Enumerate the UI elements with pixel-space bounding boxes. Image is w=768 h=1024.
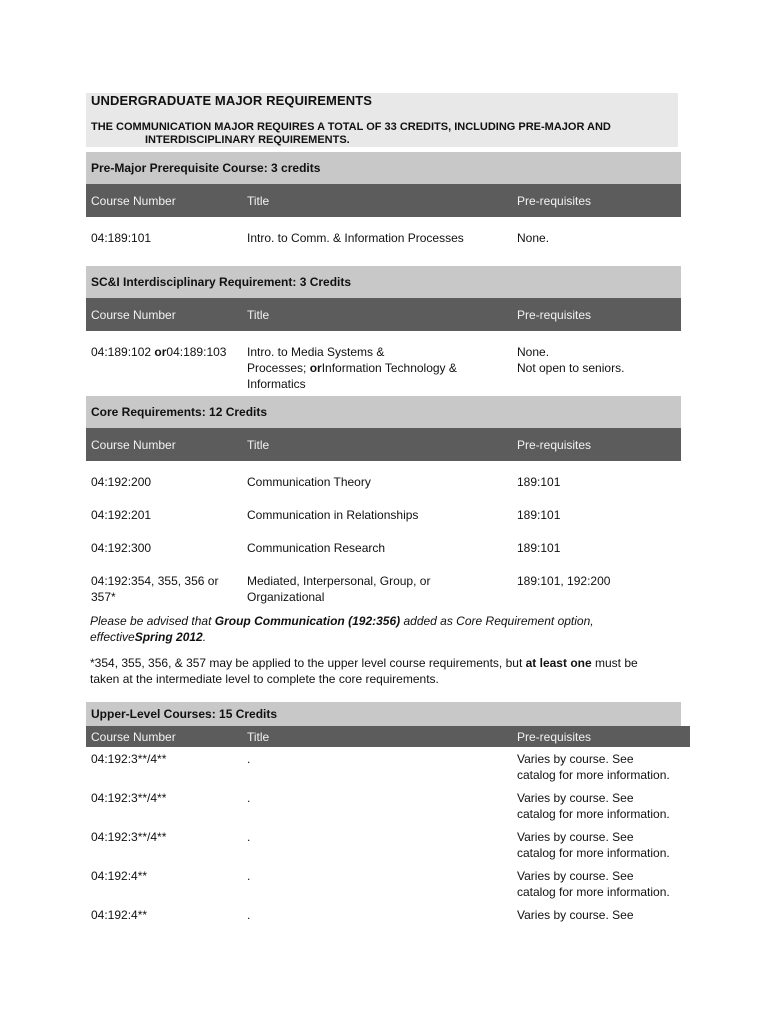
column-header-prereq: Pre-requisites bbox=[517, 307, 592, 322]
advisory-emphasis: Group Communication (192:356) bbox=[214, 614, 401, 628]
course-prereq bbox=[517, 790, 670, 822]
footnote-emphasis: at least one bbox=[525, 656, 592, 670]
course-title: Communication in Relationships bbox=[247, 508, 419, 522]
advisory-text: added as Core Requirement option, bbox=[400, 614, 594, 628]
page-subtitle bbox=[91, 121, 651, 147]
table-header-row bbox=[86, 428, 681, 461]
course-number: 04:192:4** bbox=[91, 869, 148, 883]
table-row bbox=[86, 907, 681, 925]
title-line-1: Mediated, Interpersonal, Group, or bbox=[247, 574, 431, 588]
course-title bbox=[247, 573, 430, 605]
footnote-text: taken at the intermediate level to complete the core requirements. bbox=[90, 672, 439, 686]
course-number-b: 04:189:103 bbox=[166, 345, 227, 359]
column-header-title: Title bbox=[247, 437, 270, 452]
course-number-line-1: 04:192:354, 355, 356 or bbox=[91, 574, 219, 588]
course-title: Communication Theory bbox=[247, 475, 371, 489]
prereq-line-2: catalog for more information. bbox=[517, 885, 670, 899]
prereq-line-1: Varies by course. See bbox=[517, 791, 634, 805]
advisory-text: Please be advised that bbox=[90, 614, 215, 628]
course-number bbox=[91, 344, 226, 360]
course-number: 04:192:201 bbox=[91, 508, 152, 522]
course-number: 04:192:4** bbox=[91, 908, 148, 922]
prereq-line-2: catalog for more information. bbox=[517, 807, 670, 821]
prereq-line-2: catalog for more information. bbox=[517, 846, 670, 860]
or-label: or bbox=[309, 361, 322, 375]
course-title: Intro. to Comm. & Information Processes bbox=[247, 231, 464, 245]
column-header-course-number: Course Number bbox=[91, 729, 176, 744]
column-header-prereq: Pre-requisites bbox=[517, 437, 592, 452]
table-header-row bbox=[86, 726, 690, 747]
table-row bbox=[86, 540, 681, 558]
advisory-note bbox=[90, 613, 670, 645]
column-header-title: Title bbox=[247, 193, 270, 208]
course-number-line-2: 357* bbox=[91, 590, 116, 604]
table-row bbox=[86, 573, 681, 605]
title-line-2: Organizational bbox=[247, 590, 325, 604]
course-number: 04:189:101 bbox=[91, 231, 152, 245]
table-row bbox=[86, 474, 681, 492]
or-label: or bbox=[154, 345, 167, 359]
subtitle-line-2: INTERDISCIPLINARY REQUIREMENTS. bbox=[145, 134, 350, 146]
course-prereq bbox=[517, 344, 624, 376]
course-title: . bbox=[247, 830, 251, 844]
title-line-1: Intro. to Media Systems & bbox=[247, 345, 385, 359]
prereq-line-1: None. bbox=[517, 345, 550, 359]
column-header-course-number: Course Number bbox=[91, 193, 176, 208]
advisory-text: . bbox=[202, 630, 207, 644]
course-prereq: 189:101, 192:200 bbox=[517, 574, 611, 588]
course-number: 04:192:300 bbox=[91, 541, 152, 555]
course-prereq: None. bbox=[517, 231, 550, 245]
prereq-line-1: Varies by course. See bbox=[517, 869, 634, 883]
column-header-course-number: Course Number bbox=[91, 307, 176, 322]
course-prereq bbox=[517, 829, 670, 861]
table-row bbox=[86, 868, 681, 902]
prereq-line-1: Varies by course. See bbox=[517, 908, 634, 922]
course-title: Communication Research bbox=[247, 541, 386, 555]
column-header-prereq: Pre-requisites bbox=[517, 193, 592, 208]
course-prereq: 189:101 bbox=[517, 475, 561, 489]
course-title: . bbox=[247, 869, 251, 883]
table-row bbox=[86, 230, 681, 248]
course-number bbox=[91, 573, 218, 605]
title-line-2a: Processes; bbox=[247, 361, 310, 375]
column-header-prereq: Pre-requisites bbox=[517, 729, 592, 744]
table-row bbox=[86, 344, 681, 392]
course-title: . bbox=[247, 752, 251, 766]
section-heading-interdisciplinary: SC&I Interdisciplinary Requirement: 3 Credits bbox=[86, 266, 681, 298]
prereq-line-2: Not open to seniors. bbox=[517, 361, 625, 375]
course-prereq bbox=[517, 751, 670, 783]
advisory-emphasis: Spring 2012 bbox=[134, 630, 203, 644]
footnote-text: *354, 355, 356, & 357 may be applied to the upper level course requirements, but bbox=[90, 656, 526, 670]
prereq-line-2: catalog for more information. bbox=[517, 768, 670, 782]
prereq-line-1: Varies by course. See bbox=[517, 752, 634, 766]
course-number: 04:192:3**/4** bbox=[91, 752, 167, 766]
column-header-course-number: Course Number bbox=[91, 437, 176, 452]
page-title: UNDERGRADUATE MAJOR REQUIREMENTS bbox=[91, 93, 373, 108]
section-heading-upper-level: Upper-Level Courses: 15 Credits bbox=[86, 702, 681, 726]
course-prereq: 189:101 bbox=[517, 508, 561, 522]
table-row bbox=[86, 507, 681, 525]
title-line-3: Informatics bbox=[247, 377, 306, 391]
footnote bbox=[90, 655, 670, 687]
title-line-2b: Information Technology & bbox=[321, 361, 457, 375]
advisory-text: effective bbox=[90, 630, 135, 644]
course-title: . bbox=[247, 908, 251, 922]
course-title: . bbox=[247, 791, 251, 805]
course-number: 04:192:3**/4** bbox=[91, 830, 167, 844]
section-heading-premajor: Pre-Major Prerequisite Course: 3 credits bbox=[86, 152, 681, 184]
table-row bbox=[86, 751, 681, 785]
title-line-2 bbox=[247, 360, 497, 376]
table-header-row bbox=[86, 184, 681, 217]
course-number-a: 04:189:102 bbox=[91, 345, 155, 359]
course-prereq bbox=[517, 868, 670, 900]
course-number: 04:192:200 bbox=[91, 475, 152, 489]
prereq-line-1: Varies by course. See bbox=[517, 830, 634, 844]
column-header-title: Title bbox=[247, 729, 270, 744]
section-heading-core: Core Requirements: 12 Credits bbox=[86, 396, 681, 428]
course-number: 04:192:3**/4** bbox=[91, 791, 167, 805]
footnote-text: must be bbox=[591, 656, 638, 670]
table-header-row bbox=[86, 298, 681, 331]
course-prereq bbox=[517, 907, 634, 923]
course-prereq: 189:101 bbox=[517, 541, 561, 555]
column-header-title: Title bbox=[247, 307, 270, 322]
table-row bbox=[86, 790, 681, 824]
subtitle-line-1: THE COMMUNICATION MAJOR REQUIRES A TOTAL OF 33 CREDITS, INCLUDING PRE-MAJOR AND bbox=[91, 121, 611, 133]
table-row bbox=[86, 829, 681, 863]
course-title bbox=[247, 344, 497, 392]
